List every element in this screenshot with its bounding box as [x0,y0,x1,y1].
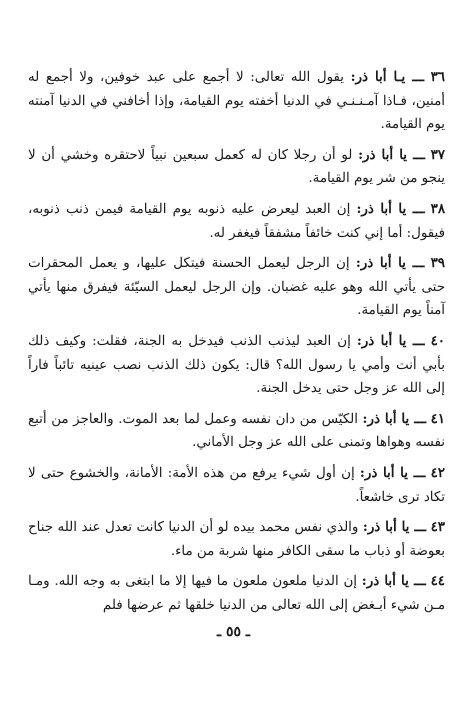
paragraph-43 [28,516,445,563]
paragraph-number: ٣٨ [430,200,446,217]
paragraph-text: يقول الله تعالى: لا أجمع على عبد خوفين، ولا أجمع له أمنين، فـاذا آمـنـنـي في الدنيا أخفته يوم القيامة، وإذا أخافني في الدنيا آمنته يوم القيامة. [28,70,445,133]
paragraph-36 [28,66,445,137]
paragraph-heading: ـــ يـا أبا ذر: [350,69,424,85]
paragraph-heading: ـــ يا أبا ذر: [356,200,425,217]
paragraph-text: إن أول شيء يرفع من هذه الأمة: الأمانة، والخشوع حتى لا تكاد ترى خاشعاً. [28,465,445,505]
paragraph-37 [28,144,445,191]
paragraph-41 [28,408,445,455]
paragraph-text: لو أن رجلا كان له كعمل سبعين نبياً لاحتقره وخشي أن لا ينجو من شر يوم القيامة. [28,147,445,187]
paragraph-heading: ـــ يا أبا ذر: [361,573,426,590]
paragraph-heading: ـــ يا أبا ذر: [358,146,425,163]
paragraph-number: ٤٠ [430,332,445,349]
paragraph-38 [28,198,445,245]
paragraph-text: الكيّس من دان نفسه وعمل لما بعد الموت. والعاجز من أتبع نفسه وهواها وتمنى على الله عز وجل الأماني. [28,411,445,451]
paragraph-40 [28,330,445,401]
paragraph-text: إن العبد ليذنب الذنب فيدخل به الجنة، فقلت: وكيف ذلك بأبي أنت وأمي يا رسول الله؟ قال: يكون ذلك الذنب نصب عينيه تائباً فاراً إلى الله عز وجل حتى يدخل الجنة. [28,333,445,397]
page-number: ـ ٥٥ ـ [216,624,250,640]
paragraph-heading: ـــ يا أبا ذر: [355,255,425,272]
paragraph-39 [28,252,445,323]
paragraph-text: إن العبد ليعرض عليه ذنوبه يوم القيامة فيمن ذنب ذنوبه، فيقول: أما إني كنت خائفاً مشفقاً فيغفر له. [28,201,445,241]
paragraph-heading: ـــ يا أبا ذر: [359,464,426,481]
paragraph-number: ٣٧ [430,146,445,163]
paragraph-number: ٤١ [430,410,445,427]
paragraph-number: ٤٤ [430,573,445,590]
paragraph-heading: ـــ يا أبا ذر: [356,332,425,349]
paragraph-text: إن الرجل ليعمل الحسنة فيتكل عليها، و يعمل المحقرات حتى يأتي الله وهو عليه غضبان. وإن الرجل ليعمل السيّئة فيفرق منها يأتي آمناً يوم القيامة. [28,256,445,319]
paragraph-heading: ـــ يا أبا ذر: [362,519,427,536]
paragraph-text: والذي نفس محمد بيده لو أن الدنيا كانت تعدل عند الله جناح بعوضة أو ذباب ما سقى الكافر منها شربة من ماء. [28,520,445,559]
paragraph-text: إن الدنيا ملعون ملعون ما فيها إلا ما ابتغى به وجه الله. ومـا مـن شيء أبـغض إلى الله تعالى من الدنيا خلقها ثم عرضها فلم [28,574,445,613]
paragraph-number: ٣٩ [430,255,445,272]
paragraph-heading: ـــ يا أبا ذر: [362,410,427,427]
paragraph-44 [28,570,445,617]
paragraph-42 [28,462,445,509]
page-body [28,66,445,624]
paragraph-number: ٤٢ [430,464,445,481]
paragraph-number: ٣٦ [430,69,445,85]
paragraph-number: ٤٣ [430,519,445,536]
